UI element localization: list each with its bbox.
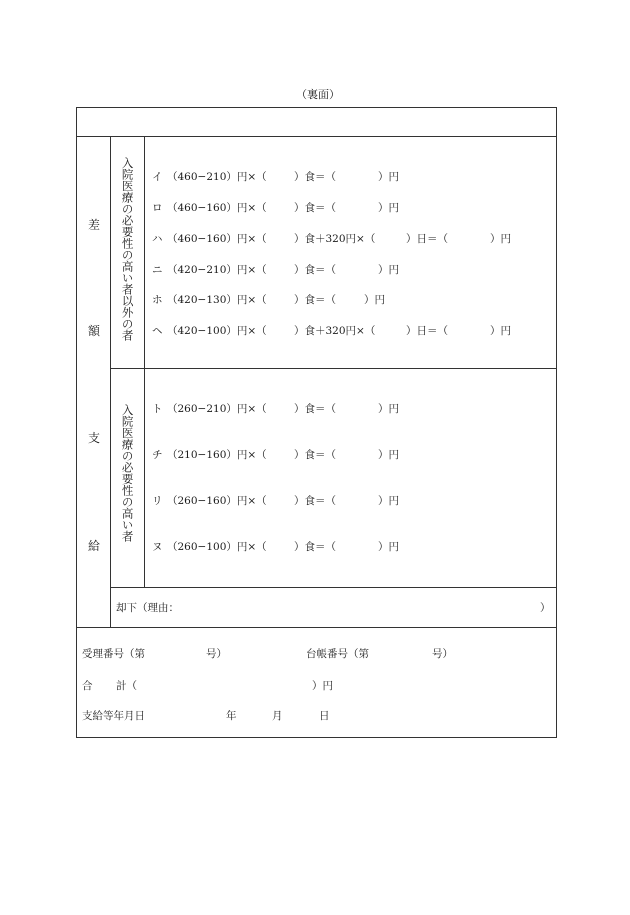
frame-main-bottom [76,627,557,628]
row-formula-b: ）食＝（ [294,264,336,276]
ledger-number-label: 台帳番号（第 [306,648,369,660]
row-formula-c: ）円 [364,294,385,306]
frame-row1-bottom [76,136,557,137]
total-suffix: ）円 [312,680,333,692]
receipt-number-label: 受理番号（第 [82,648,145,660]
row-formula-c: ）円 [378,495,399,507]
row-formula-c: ）円 [378,202,399,214]
divider-group-column [144,136,145,587]
frame-right [556,107,557,738]
row-formula-b: ）食＋320円×（ [294,325,376,337]
row-kana: ロ [152,202,163,214]
row-formula-a: （260−210）円×（ [167,403,267,415]
row-formula-c: ）円 [378,403,399,415]
row-formula-a: （420−100）円×（ [167,325,267,337]
row-formula-d: ）円 [490,233,511,245]
side-label-gaku: 額 [88,324,101,338]
row-formula-c: ）円 [378,541,399,553]
payment-date-month: 月 [272,710,283,722]
row-formula-c: ）円 [378,449,399,461]
row-formula-a: （460−210）円×（ [167,171,267,183]
row-formula-c: ）日＝（ [406,325,448,337]
row-formula-d: ）円 [490,325,511,337]
row-formula-c: ）円 [378,171,399,183]
row-kana: ヘ [152,325,163,337]
ledger-number-suffix: 号） [432,648,453,660]
row-formula-b: ）食＝（ [294,449,336,461]
row-formula-a: （460−160）円×（ [167,233,267,245]
payment-date-year: 年 [226,710,237,722]
row-formula-a: （260−100）円×（ [167,541,267,553]
row-formula-a: （420−210）円×（ [167,264,267,276]
total-label-b: 計（ [116,680,137,692]
group2-label: 入院医療の必要性の高い者 [120,404,135,542]
row-formula-a: （460−160）円×（ [167,202,267,214]
row-kana: チ [152,449,163,461]
row-kana: ト [152,403,163,415]
side-label-sa: 差 [88,218,101,232]
row-formula-a: （420−130）円×（ [167,294,267,306]
row-formula-b: ）食＝（ [294,403,336,415]
payment-date-day: 日 [319,710,330,722]
row-formula-b: ）食＝（ [294,202,336,214]
row-formula-a: （210−160）円×（ [167,449,267,461]
row-kana: ヌ [152,541,163,553]
side-label-shi: 支 [88,431,101,445]
rejection-close: ） [540,602,551,614]
row-formula-b: ）食＋320円×（ [294,233,376,245]
row-formula-b: ）食＝（ [294,294,336,306]
row-formula-c: ）日＝（ [406,233,448,245]
row-formula-c: ）円 [378,264,399,276]
row-kana: ホ [152,294,163,306]
receipt-number-suffix: 号） [206,648,227,660]
divider-group1-bottom [110,368,557,369]
row-kana: ニ [152,264,163,276]
group1-label: 入院医療の必要性の高い者以外の者 [120,157,135,341]
row-kana: ハ [152,233,163,245]
frame-left [76,107,77,738]
frame-bottom [76,737,557,738]
row-formula-b: ）食＝（ [294,541,336,553]
payment-date-label: 支給等年月日 [82,710,145,722]
page-title: （裏面） [296,88,340,101]
side-label-kyuu: 給 [88,539,101,553]
row-formula-a: （260−160）円×（ [167,495,267,507]
rejection-label: 却下（理由： [116,602,179,614]
divider-group2-bottom [110,587,557,588]
total-label-a: 合 [82,680,93,692]
row-formula-b: ）食＝（ [294,495,336,507]
row-kana: イ [152,171,163,183]
row-formula-b: ）食＝（ [294,171,336,183]
divider-side-column [110,136,111,627]
frame-top [76,107,557,108]
row-kana: リ [152,495,163,507]
